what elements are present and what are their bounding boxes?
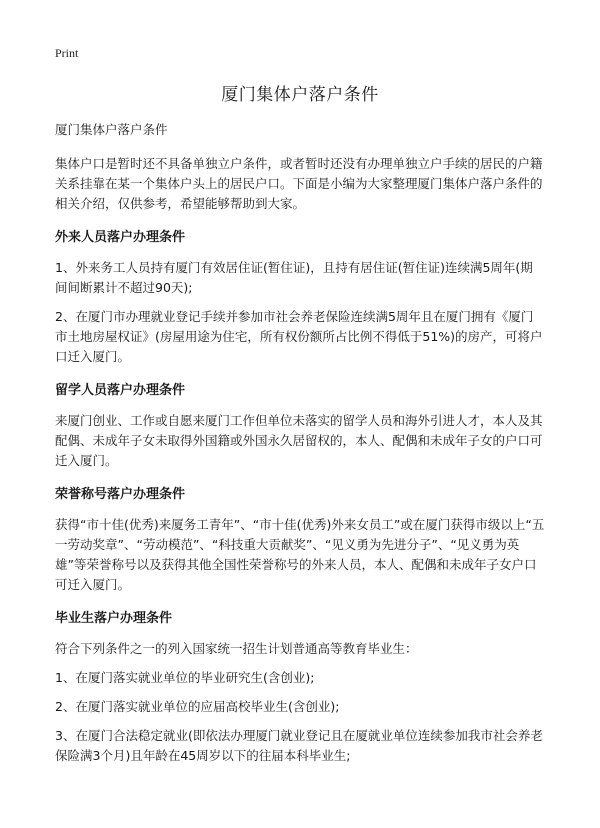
- intro-paragraph: 集体户口是暂时还不具备单独立户条件，或者暂时还没有办理单独立户手续的居民的户籍关系挂靠在某一个集体户头上的居民户口。下面是小编为大家整理厦门集体户落户条件的相关介绍，仅供参考，希望能够帮助到大家。: [55, 156, 543, 211]
- list-item: 1、在厦门落实就业单位的毕业研究生(含创业);: [55, 670, 315, 685]
- honors-paragraph: 获得“市十佳(优秀)来厦务工青年”、“市十佳(优秀)外来女员工”或在厦门获得市级以上“五一劳动奖章”、“劳动模范”、“科技重大贡献奖”、“见义勇为先进分子”、“见义勇为英雄”等荣誉称号以及获得其他全国性荣誉称号的外来人员，本人、配偶和未成年子女户口可迁入厦门。: [55, 517, 545, 592]
- document-body: [55, 120, 545, 775]
- list-item: 2、在厦门市办理就业登记手续并参加市社会养老保险连续满5周年且在厦门拥有《厦门市土地房屋权证》(房屋用途为住宅，所有权份额所占比例不得低于51%)的房产，可将户口迁入厦门。: [55, 309, 543, 364]
- page-title: 厦门集体户落户条件: [221, 85, 379, 105]
- list-item: 2、在厦门落实就业单位的应届高校毕业生(含创业);: [55, 699, 340, 714]
- list-item: 3、在厦门合法稳定就业(即依法办理厦门就业登记且在厦就业单位连续参加我市社会养老保险满3个月)且年龄在45周岁以下的往届本科毕业生;: [55, 728, 543, 763]
- returnees-paragraph: 来厦门创业、工作或自愿来厦门工作但单位未落实的留学人员和海外引进人才，本人及其配偶、未成年子女未取得外国籍或外国永久居留权的，本人、配偶和未成年子女的户口可迁入厦门。: [55, 413, 543, 468]
- graduates-intro: 符合下列条件之一的列入国家统一招生计划普通高等教育毕业生：: [55, 641, 418, 656]
- section-heading-honors: 荣誉称号落户办理条件: [55, 487, 186, 502]
- section-heading-outsiders: 外来人员落户办理条件: [55, 230, 186, 245]
- list-item: 1、外来务工人员持有厦门有效居住证(暂住证)，且持有居住证(暂住证)连续满5周年(期间间断累计不超过90天);: [55, 260, 533, 295]
- document-subtitle: 厦门集体户落户条件: [55, 122, 168, 137]
- print-link[interactable]: Print: [55, 46, 79, 60]
- section-heading-graduates: 毕业生落户办理条件: [55, 611, 173, 626]
- section-heading-returnees: 留学人员落户办理条件: [55, 383, 186, 398]
